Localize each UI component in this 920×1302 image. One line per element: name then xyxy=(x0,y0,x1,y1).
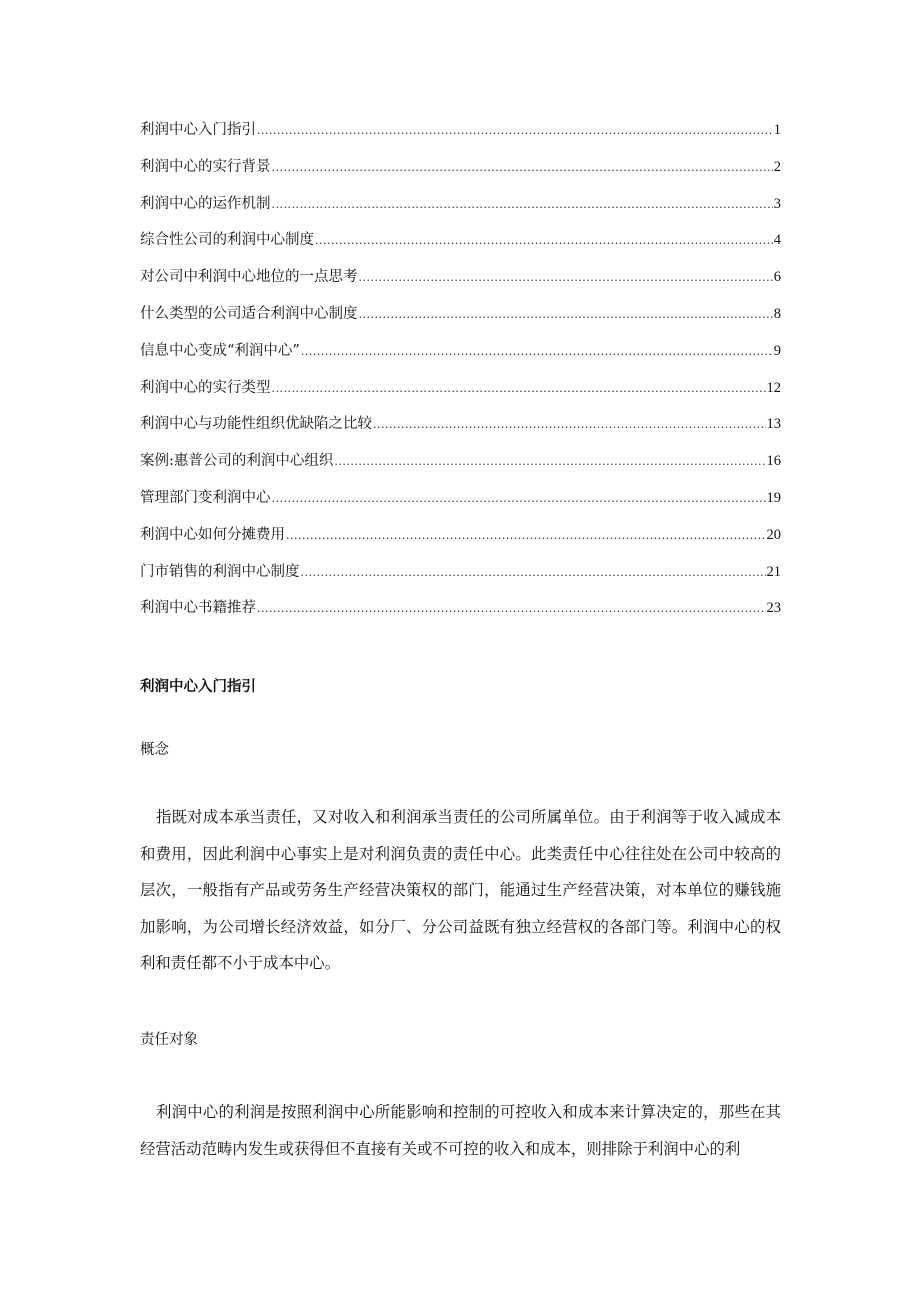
toc-entry-title: 综合性公司的利润中心制度 xyxy=(140,232,314,249)
toc-entry-title: 利润中心的实行背景 xyxy=(140,158,271,175)
toc-leader-dots xyxy=(334,451,765,473)
section-title: 利润中心入门指引 xyxy=(140,678,256,695)
toc-entry[interactable] xyxy=(140,340,781,377)
toc-leader-dots xyxy=(359,267,773,289)
concept-paragraph: 指既对成本承当责任，又对收入和利润承当责任的公司所属单位。由于利润等于收入减成本和费用，因此利润中心事实上是对利润负责的责任中心。此类责任中心往往处在公司中较高的层次，一般指有产品或劳务生产经营决策权的部门，能通过生产经营决策，对本单位的赚钱施加影响，为公司增长经济效益，如分厂、分公司益既有独立经营权的各部门等。利润中心的权利和责任都不小于成本中心。 xyxy=(140,808,781,972)
responsibility-paragraph: 利润中心的利润是按照利润中心所能影响和控制的可控收入和成本来计算决定的，那些在其经营活动范畴内发生或获得但不直接有关或不可控的收入和成本，则排除于利润中心的利 xyxy=(140,1103,781,1158)
toc-entry-page: 23 xyxy=(766,600,781,617)
toc-entry[interactable] xyxy=(140,119,781,156)
toc-entry-page: 3 xyxy=(773,195,781,212)
toc-entry-title: 信息中心变成“利润中心” xyxy=(140,342,300,359)
toc-entry-page: 2 xyxy=(773,158,781,175)
toc-entry[interactable] xyxy=(140,487,781,524)
toc-entry-page: 13 xyxy=(766,416,781,433)
toc-entry[interactable] xyxy=(140,597,781,634)
toc-entry[interactable] xyxy=(140,303,781,340)
toc-leader-dots xyxy=(373,414,766,436)
toc-entry-page: 21 xyxy=(766,563,781,580)
toc-entry-page: 4 xyxy=(773,232,781,249)
toc-entry-title: 利润中心的实行类型 xyxy=(140,379,271,396)
toc-entry-title: 门市销售的利润中心制度 xyxy=(140,563,300,580)
toc-leader-dots xyxy=(257,598,766,620)
toc-leader-dots xyxy=(359,304,773,326)
toc-leader-dots xyxy=(286,525,766,547)
toc-entry-title: 利润中心如何分摊费用 xyxy=(140,526,285,543)
toc-leader-dots xyxy=(272,194,773,216)
toc-entry-title: 案例:惠普公司的利润中心组织 xyxy=(140,453,334,470)
toc-entry-title: 什么类型的公司适合利润中心制度 xyxy=(140,305,358,322)
toc-entry[interactable] xyxy=(140,266,781,303)
table-of-contents xyxy=(140,119,781,634)
toc-entry-page: 8 xyxy=(773,305,781,322)
toc-leader-dots xyxy=(272,488,766,510)
toc-entry-page: 12 xyxy=(766,379,781,396)
toc-entry-page: 9 xyxy=(773,342,781,359)
toc-entry[interactable] xyxy=(140,377,781,414)
toc-entry-title: 对公司中利润中心地位的一点思考 xyxy=(140,269,358,286)
toc-entry[interactable] xyxy=(140,156,781,193)
toc-entry-page: 20 xyxy=(766,526,781,543)
toc-entry-title: 利润中心入门指引 xyxy=(140,122,256,138)
toc-leader-dots xyxy=(301,562,766,584)
toc-entry[interactable] xyxy=(140,193,781,230)
toc-leader-dots xyxy=(272,157,773,179)
toc-entry[interactable] xyxy=(140,413,781,450)
toc-entry-title: 利润中心的运作机制 xyxy=(140,195,271,212)
toc-entry[interactable] xyxy=(140,561,781,598)
toc-entry-page: 6 xyxy=(773,269,781,286)
toc-entry-page: 16 xyxy=(766,453,781,470)
concept-heading: 概念 xyxy=(140,742,169,758)
toc-entry[interactable] xyxy=(140,229,781,266)
toc-leader-dots xyxy=(272,378,766,400)
toc-leader-dots xyxy=(315,230,773,252)
responsibility-heading: 责任对象 xyxy=(140,1032,198,1048)
toc-entry[interactable] xyxy=(140,450,781,487)
toc-entry-title: 管理部门变利润中心 xyxy=(140,489,271,506)
toc-entry-page: 1 xyxy=(773,122,781,138)
toc-entry[interactable] xyxy=(140,524,781,561)
toc-entry-title: 利润中心与功能性组织优缺陷之比较 xyxy=(140,416,372,433)
toc-leader-dots xyxy=(301,341,773,363)
toc-entry-page: 19 xyxy=(766,489,781,506)
toc-leader-dots xyxy=(257,120,773,142)
toc-entry-title: 利润中心书籍推荐 xyxy=(140,600,256,617)
